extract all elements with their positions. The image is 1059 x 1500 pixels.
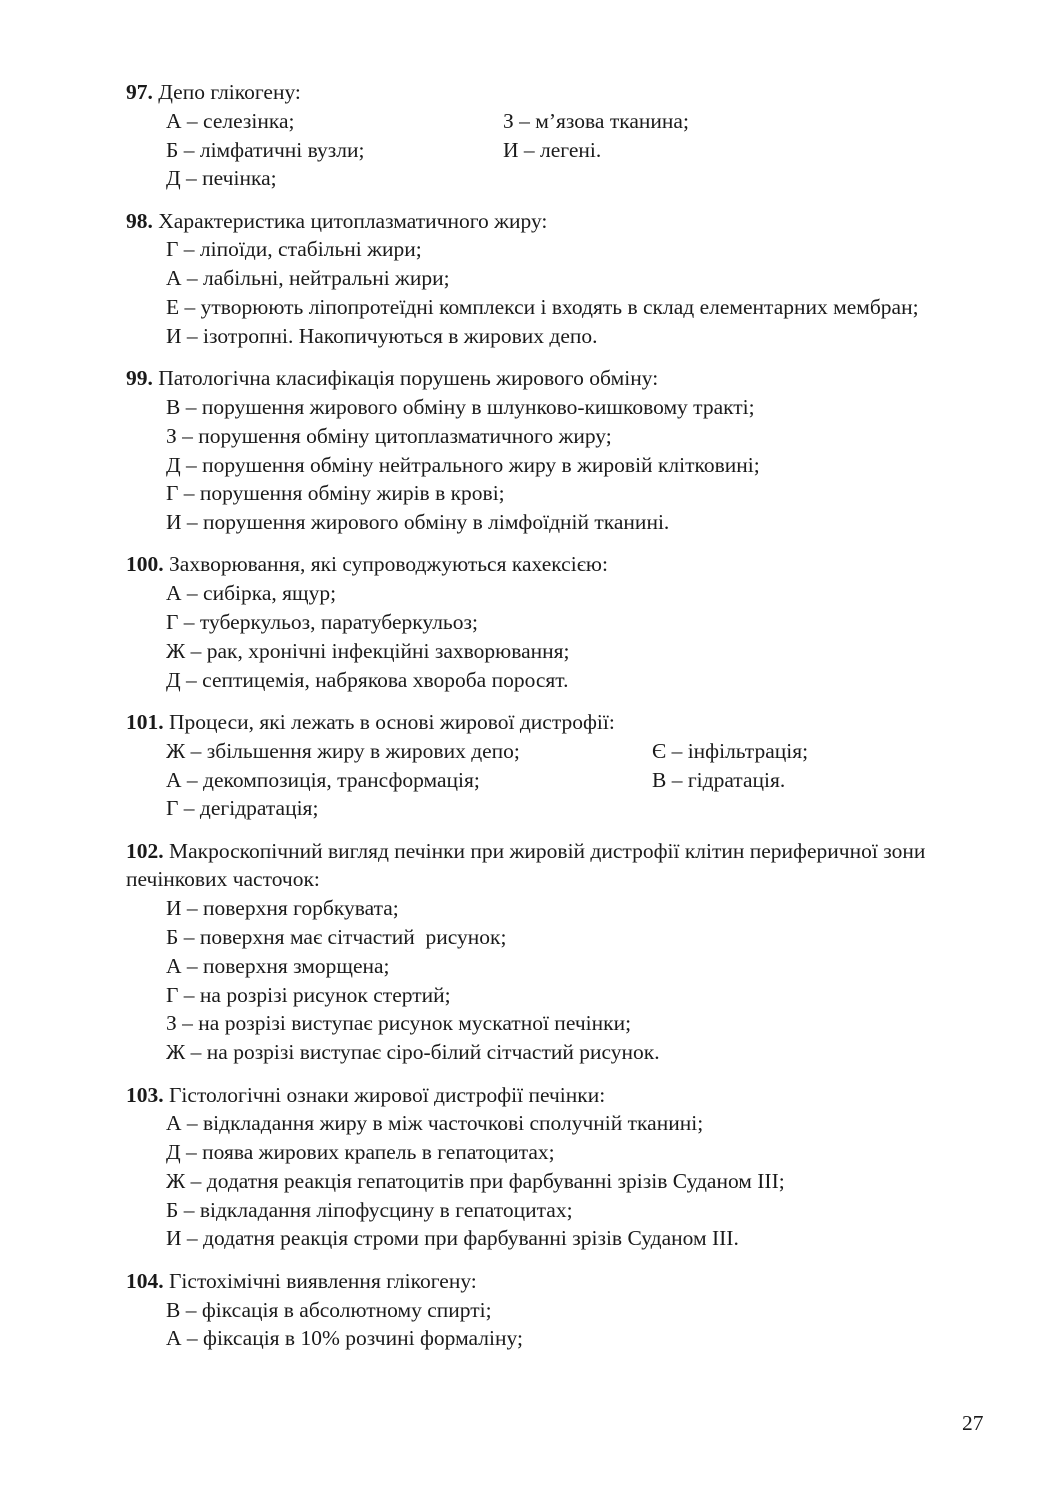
- answer-option: В – порушення жирового обміну в шлунково-кишковому тракті;: [166, 394, 755, 419]
- question-number: 99.: [126, 366, 153, 391]
- answer-option: И – поверхня горбкувата;: [166, 896, 399, 921]
- question-103: [126, 1081, 1006, 1254]
- answer-option: Є – інфільтрація;: [652, 738, 809, 763]
- answer-option: И – легені.: [503, 137, 602, 162]
- answer-option: Д – порушення обміну нейтрального жиру в жировій клітковині;: [166, 452, 760, 477]
- answer-option: Д – поява жирових крапель в гепатоцитах;: [166, 1140, 555, 1165]
- question-title: Макроскопічний вигляд печінки при жировій дистрофії клітин периферичної зони печінкових часточок:: [126, 838, 926, 892]
- answer-option: А – декомпозиція, трансформація;: [166, 767, 480, 792]
- answer-option: И – додатня реакція строми при фарбуванні зрізів Суданом ІІІ.: [166, 1226, 739, 1251]
- answer-option: И – ізотропні. Накопичуються в жирових депо.: [166, 323, 598, 348]
- question-101: [126, 708, 1006, 823]
- question-title: Патологічна класифікація порушень жирового обміну:: [158, 366, 659, 391]
- answer-options: [126, 579, 1006, 694]
- answer-option: Е – утворюють ліпопротеїдні комплекси і входять в склад елементарних мембран;: [166, 295, 919, 320]
- question-number: 98.: [126, 208, 153, 233]
- answer-option: Б – відкладання ліпофусцину в гепатоцитах;: [166, 1197, 573, 1222]
- answer-option: Б – поверхня має сітчастий рисунок;: [166, 925, 507, 950]
- question-title: Гістологічні ознаки жирової дистрофії печінки:: [169, 1082, 606, 1107]
- question-heading: [126, 207, 1006, 236]
- answer-options: [126, 393, 1006, 537]
- question-100: [126, 550, 1006, 694]
- answer-options: [126, 894, 1006, 1067]
- answer-options: [126, 107, 1006, 193]
- question-99: [126, 364, 1006, 537]
- question-number: 104.: [126, 1268, 164, 1293]
- question-heading: [126, 1081, 1006, 1110]
- document-page: [126, 78, 1006, 1367]
- answer-option: Г – на розрізі рисунок стертий;: [166, 982, 451, 1007]
- question-number: 97.: [126, 80, 153, 104]
- answer-option: Д – септицемія, набрякова хвороба поросят.: [166, 667, 569, 692]
- question-heading: [126, 837, 1006, 895]
- question-number: 100.: [126, 552, 164, 577]
- answer-options: [126, 1109, 1006, 1253]
- question-102: [126, 837, 1006, 1067]
- answer-options: [126, 235, 1006, 350]
- question-title: Захворювання, які супроводжуються кахексією:: [169, 552, 608, 577]
- answer-option: А – лабільні, нейтральні жири;: [166, 266, 450, 291]
- answer-option: Б – лімфатичні вузли;: [166, 137, 365, 162]
- answer-option: З – м’язова тканина;: [503, 108, 689, 133]
- answer-option: Ж – додатня реакція гепатоцитів при фарбуванні зрізів Суданом ІІІ;: [166, 1168, 785, 1193]
- answer-option: Ж – рак, хронічні інфекційні захворювання;: [166, 638, 570, 663]
- answer-option: А – селезінка;: [166, 108, 295, 133]
- page-number: 27: [962, 1411, 984, 1435]
- answer-option: Г – дегідратація;: [166, 796, 319, 821]
- answer-option: А – відкладання жиру в між часточкові сполучній тканині;: [166, 1111, 704, 1136]
- question-98: [126, 207, 1006, 351]
- question-104: [126, 1267, 1006, 1353]
- question-heading: [126, 1267, 1006, 1296]
- question-number: 101.: [126, 709, 164, 734]
- answer-option: А – поверхня зморщена;: [166, 953, 390, 978]
- answer-option: З – на розрізі виступає рисунок мускатної печінки;: [166, 1011, 632, 1036]
- answer-option: Г – туберкульоз, паратуберкульоз;: [166, 610, 478, 635]
- answer-option: А – сибірка, ящур;: [166, 581, 337, 606]
- answer-option: И – порушення жирового обміну в лімфоїдній тканині.: [166, 510, 670, 535]
- question-heading: [126, 708, 1006, 737]
- question-title: Характеристика цитоплазматичного жиру:: [158, 208, 548, 233]
- question-heading: [126, 78, 1006, 107]
- question-heading: [126, 550, 1006, 579]
- question-title: Депо глікогену:: [158, 80, 301, 104]
- question-number: 103.: [126, 1082, 164, 1107]
- answer-options: [126, 737, 1006, 823]
- answer-option: Ж – на розрізі виступає сіро-білий сітчастий рисунок.: [166, 1040, 660, 1065]
- answer-option: Г – порушення обміну жирів в крові;: [166, 481, 505, 506]
- answer-option: Ж – збільшення жиру в жирових депо;: [166, 738, 520, 763]
- answer-option: Д – печінка;: [166, 166, 277, 191]
- question-97: [126, 78, 1006, 193]
- answer-option: Г – ліпоїди, стабільні жири;: [166, 237, 422, 262]
- question-title: Процеси, які лежать в основі жирової дистрофії:: [169, 709, 615, 734]
- question-heading: [126, 364, 1006, 393]
- answer-option: А – фіксація в 10% розчині формаліну;: [166, 1326, 523, 1351]
- question-number: 102.: [126, 838, 164, 863]
- answer-option: З – порушення обміну цитоплазматичного жиру;: [166, 423, 612, 448]
- question-title: Гістохімічні виявлення глікогену:: [169, 1268, 477, 1293]
- answer-options: [126, 1296, 1006, 1354]
- answer-option: В – фіксація в абсолютному спирті;: [166, 1297, 492, 1322]
- answer-option: В – гідратація.: [652, 767, 786, 792]
